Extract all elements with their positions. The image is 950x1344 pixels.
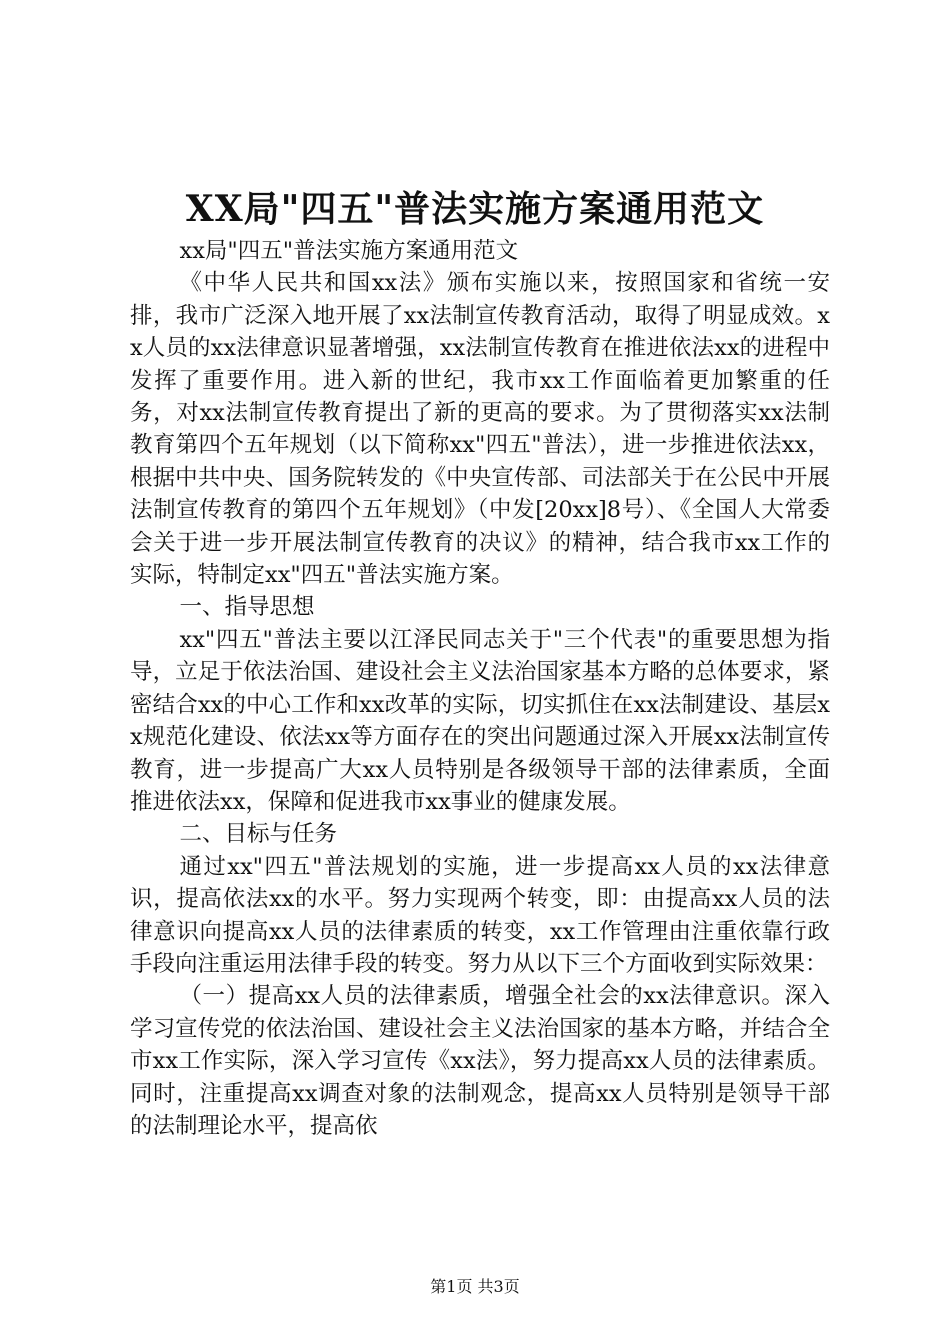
goals-tasks-paragraph: 通过xx"四五"普法规划的实施，进一步提高xx人员的xx法律意识，提高依法xx的水平。努力实现两个转变，即：由提高xx人员的法律意识向提高xx人员的法律素质的转变，xx工作管理由注重依靠行政手段向注重运用法律手段的转变。努力从以下三个方面收到实际效果： (130, 853, 830, 977)
document-body (130, 235, 830, 1142)
guiding-ideology-paragraph: xx"四五"普法主要以江泽民同志关于"三个代表"的重要思想为指导，立足于依法治国、建设社会主义法治国家基本方略的总体要求，紧密结合xx的中心工作和xx改革的实际，切实抓住在xx法制建设、基层xx规范化建设、依法xx等方面存在的突出问题通过深入开展xx法制宣传教育，进一步提高广大xx人员特别是各级领导干部的法律素质，全面推进依法xx，保障和促进我市xx事业的健康发展。 (130, 626, 830, 815)
item-one-paragraph: （一）提高xx人员的法律素质，增强全社会的xx法律意识。深入学习宣传党的依法治国、建设社会主义法治国家的基本方略，并结合全市xx工作实际，深入学习宣传《xx法》，努力提高xx人员的法律素质。同时，注重提高xx调查对象的法制观念，提高xx人员特别是领导干部的法制理论水平，提高依 (130, 983, 830, 1139)
page-number-footer: 第1页 共3页 (430, 1277, 520, 1296)
intro-paragraph: 《中华人民共和国xx法》颁布实施以来，按照国家和省统一安排，我市广泛深入地开展了xx法制宣传教育活动，取得了明显成效。xx人员的xx法律意识显著增强，xx法制宣传教育在推进依法xx的进程中发挥了重要作用。进入新的世纪，我市xx工作面临着更加繁重的任务，对xx法制宣传教育提出了新的更高的要求。为了贯彻落实xx法制教育第四个五年规划（以下简称xx"四五"普法），进一步推进依法xx，根据中共中央、国务院转发的《中央宣传部、司法部关于在公民中开展法制宣传教育的第四个五年规划》（中发[20xx]8号）、《全国人大常委会关于进一步开展法制宣传教育的决议》的精神，结合我市xx工作的实际，特制定xx"四五"普法实施方案。 (130, 270, 830, 589)
subtitle-paragraph: xx局"四五"普法实施方案通用范文 (179, 238, 519, 264)
document-title: XX局"四五"普法实施方案通用范文 (185, 188, 765, 230)
section-heading-goals-tasks: 二、目标与任务 (179, 821, 338, 848)
section-heading-guiding-ideology: 一、指导思想 (179, 594, 315, 621)
